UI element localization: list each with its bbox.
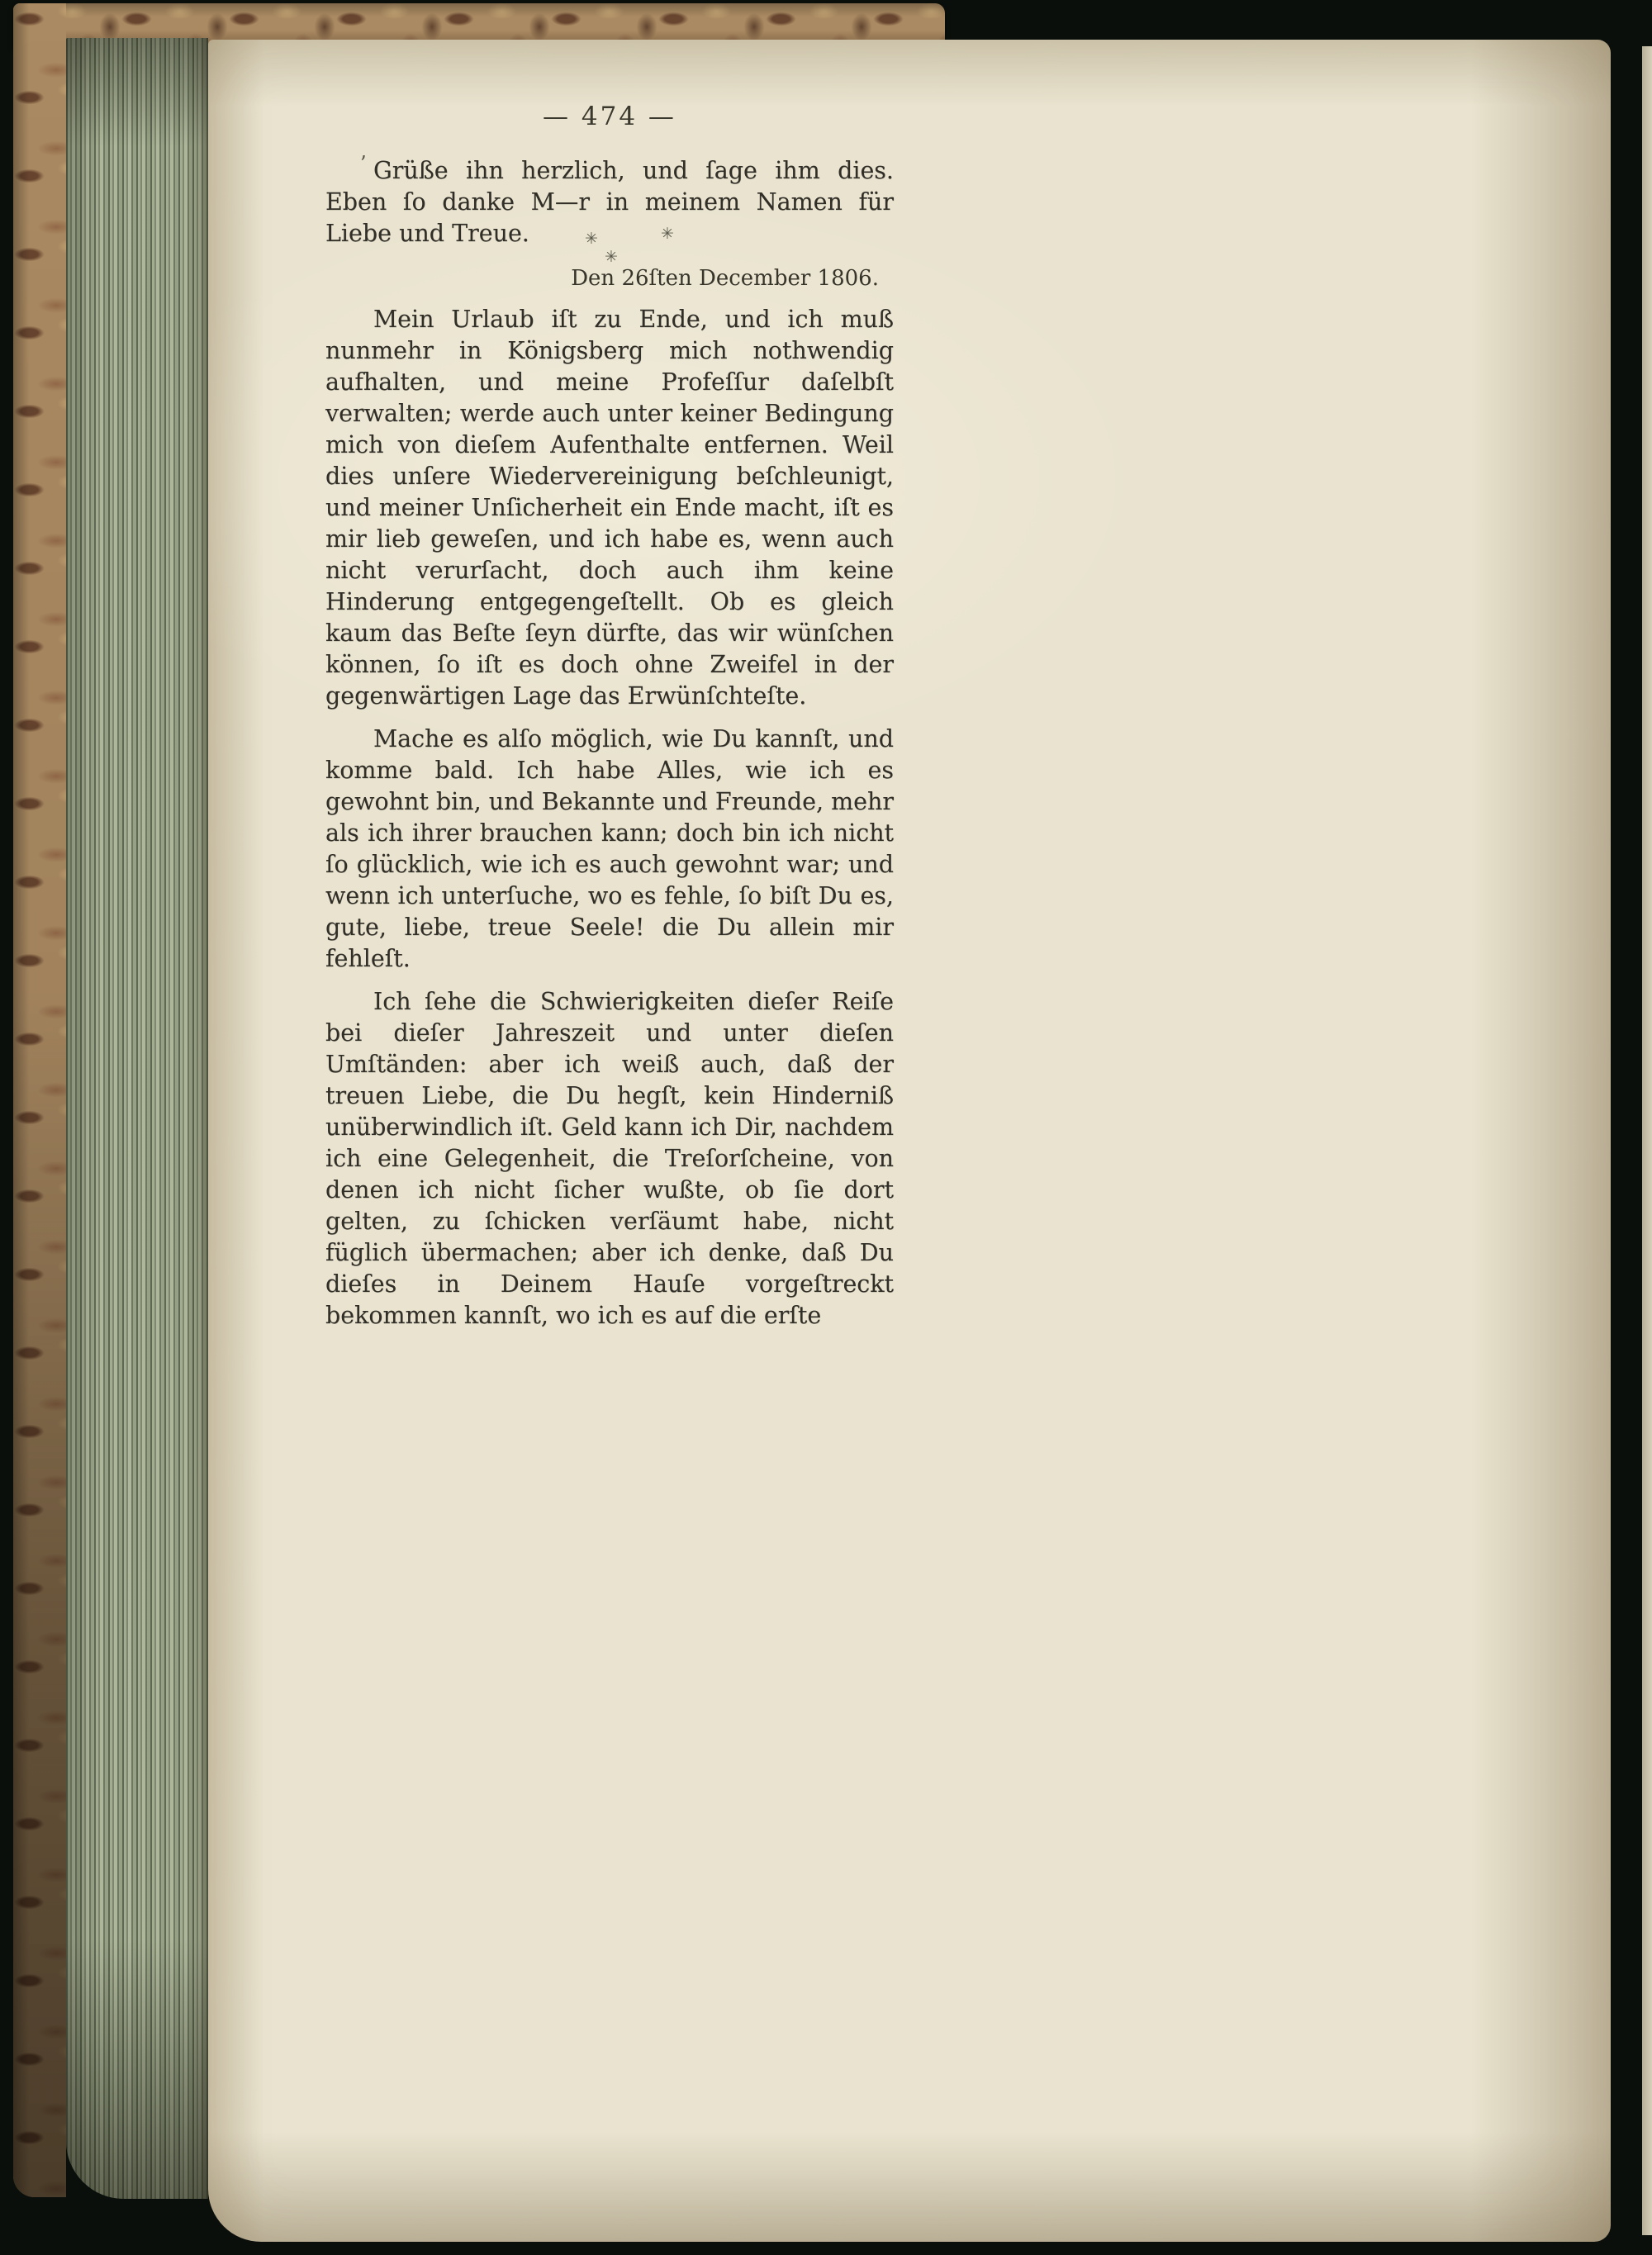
asterism-divider: [572, 225, 704, 271]
next-page-edge: [1642, 46, 1652, 2235]
letter-paragraph: Ich ſehe die Schwierigkeiten dieſer Reiſe bei dieſer Jahreszeit und unter dieſen Umſtänden: aber ich weiß auch, daß der treuen Liebe, die Du hegſt, kein Hinderniß unüberwindlich iſt. Geld kann ich Dir, nachdem ich eine Gelegenheit, die Treſorſcheine, von denen ich nicht ſicher wußte, ob ſie dort gelten, zu ſchicken verſäumt habe, nicht füglich übermachen; aber ich denke, daß Du dieſes in Deinem Hauſe vorgeſtreckt bekommen kannſt, wo ich es auf die erſte: [325, 988, 894, 1329]
letter-paragraph: Mein Urlaub iſt zu Ende, und ich muß nunmehr in Königsberg mich nothwendig aufhalten, und meine Profeſſur daſelbſt verwalten; werde auch unter keiner Bedingung mich von dieſem Aufenthalte entfernen. Weil dies unſere Wiedervereinigung beſchleunigt, und meiner Unſicherheit ein Ende macht, iſt es mir lieb geweſen, und ich habe es, wenn auch nicht verurſacht, doch auch ihm keine Hinderung entgegengeſtellt. Ob es gleich kaum das Beſte ſeyn dürfte, das wir wünſchen können, ſo iſt es doch ohne Zweifel in der gegenwärtigen Lage das Erwünſchteſte.: [325, 306, 894, 710]
asterisk-icon: ✳: [605, 248, 618, 266]
asterisk-icon: ✳: [585, 230, 598, 248]
stray-ink-mark: ’: [360, 152, 367, 175]
book-page: [208, 40, 1611, 2242]
asterisk-icon: ✳: [661, 225, 674, 243]
intro-paragraph: Grüße ihn herzlich, und ſage ihm dies. Eben ſo danke M—r in meinem Namen für Liebe und Treue.: [325, 157, 894, 247]
letter-paragraph: Mache es alſo möglich, wie Du kannſt, und komme bald. Ich habe Alles, wie ich es gewohnt bin, und Bekannte und Freunde, mehr als ich ihrer brauchen kann; doch bin ich nicht ſo glücklich, wie ich es auch gewohnt war; und wenn ich unterſuche, wo es fehle, ſo biſt Du es, gute, liebe, treue Seele! die Du allein mir fehleſt.: [325, 725, 894, 972]
page-number: — 474 —: [543, 102, 676, 131]
letter-date-line: Den 26ſten December 1806.: [571, 266, 879, 291]
book-page-edges: [66, 38, 208, 2199]
page-text-block: [325, 101, 894, 1332]
book-cover-left-edge: [13, 3, 66, 2197]
